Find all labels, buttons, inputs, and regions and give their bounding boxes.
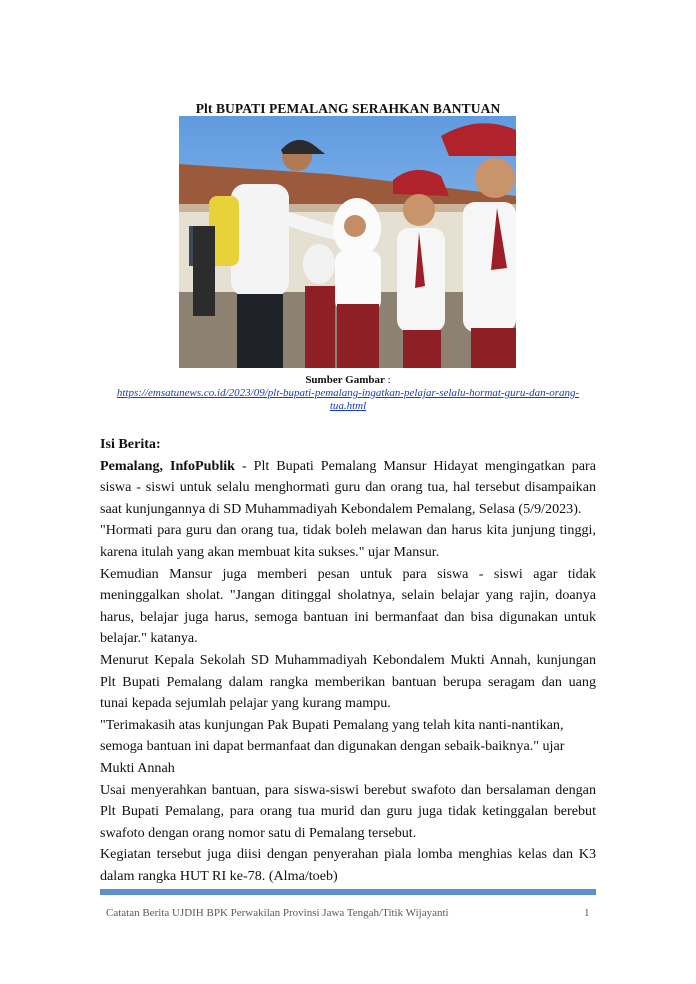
paragraph: Kegiatan tersebut juga diisi dengan penyerahan piala lomba menghias kelas dan K3 dalam rangka HUT RI ke-78. (Alma/toeb): [100, 846, 596, 884]
image-source-caption: [0, 374, 696, 386]
article-body: [100, 434, 596, 887]
news-photo: [179, 116, 516, 368]
document-title: Plt BUPATI PEMALANG SERAHKAN BANTUAN: [195, 101, 501, 116]
paragraph: Menurut Kepala Sekolah SD Muhammadiyah Kebondalem Mukti Annah, kunjungan Plt Bupati Pemalang dalam rangka memberikan bantuan berupa seragam dan uang tunai kepada sejumlah pelajar yang kurang mampu.: [100, 651, 596, 712]
section-heading: Isi Berita:: [100, 436, 161, 452]
lead-place: Pemalang, InfoPublik: [100, 457, 236, 474]
image-source-label: Sumber Gambar: [305, 374, 385, 386]
footer-divider: [100, 889, 596, 895]
paragraph: Kemudian Mansur juga memberi pesan untuk para siswa - siswi agar tidak meninggalkan sholat. "Jangan ditinggal sholatnya, selain belajar yang rajin, doanya harus, belajar juga harus, semoga bantuan ini bermanfaat dan bisa digunakan untuk belajar." katanya.: [100, 565, 596, 647]
paragraph-lead-text: - Plt Bupati Pemalang Mansur Hidayat mengingatkan para siswa - siswi untuk selalu menghormati guru dan orang tua, hal tersebut disampaikan saat kunjungannya di SD Muhammadiyah Kebondalem Pemalang, Selasa (5/9/2023).: [100, 457, 596, 517]
page-number: 1: [584, 907, 590, 919]
image-source-link[interactable]: https://emsatunews.co.id/2023/09/plt-bupati-pemalang-ingatkan-pelajar-selalu-hormat-guru-dan-orang-tua.html: [116, 387, 580, 412]
paragraph: Usai menyerahkan bantuan, para siswa-siswi berebut swafoto dan bersalaman dengan Plt Bupati Pemalang, para orang tua murid dan guru juga tidak ketinggalan berebut swafoto dengan orang nomor satu di Pemalang tersebut.: [100, 781, 596, 841]
paragraph: "Hormati para guru dan orang tua, tidak boleh melawan dan harus kita junjung tinggi, karena itulah yang akan membuat kita sukses." ujar Mansur.: [100, 522, 596, 560]
paragraph: "Terimakasih atas kunjungan Pak Bupati Pemalang yang telah kita nanti-nantikan, semoga bantuan ini dapat bermanfaat dan digunakan dengan sebaik-baiknya." ujar Mukti Annah: [100, 716, 565, 776]
paragraph-lead: [100, 456, 596, 521]
footer-text: Catatan Berita UJDIH BPK Perwakilan Provinsi Jawa Tengah/Titik Wijayanti: [106, 907, 449, 919]
image-source-separator: :: [384, 374, 391, 386]
